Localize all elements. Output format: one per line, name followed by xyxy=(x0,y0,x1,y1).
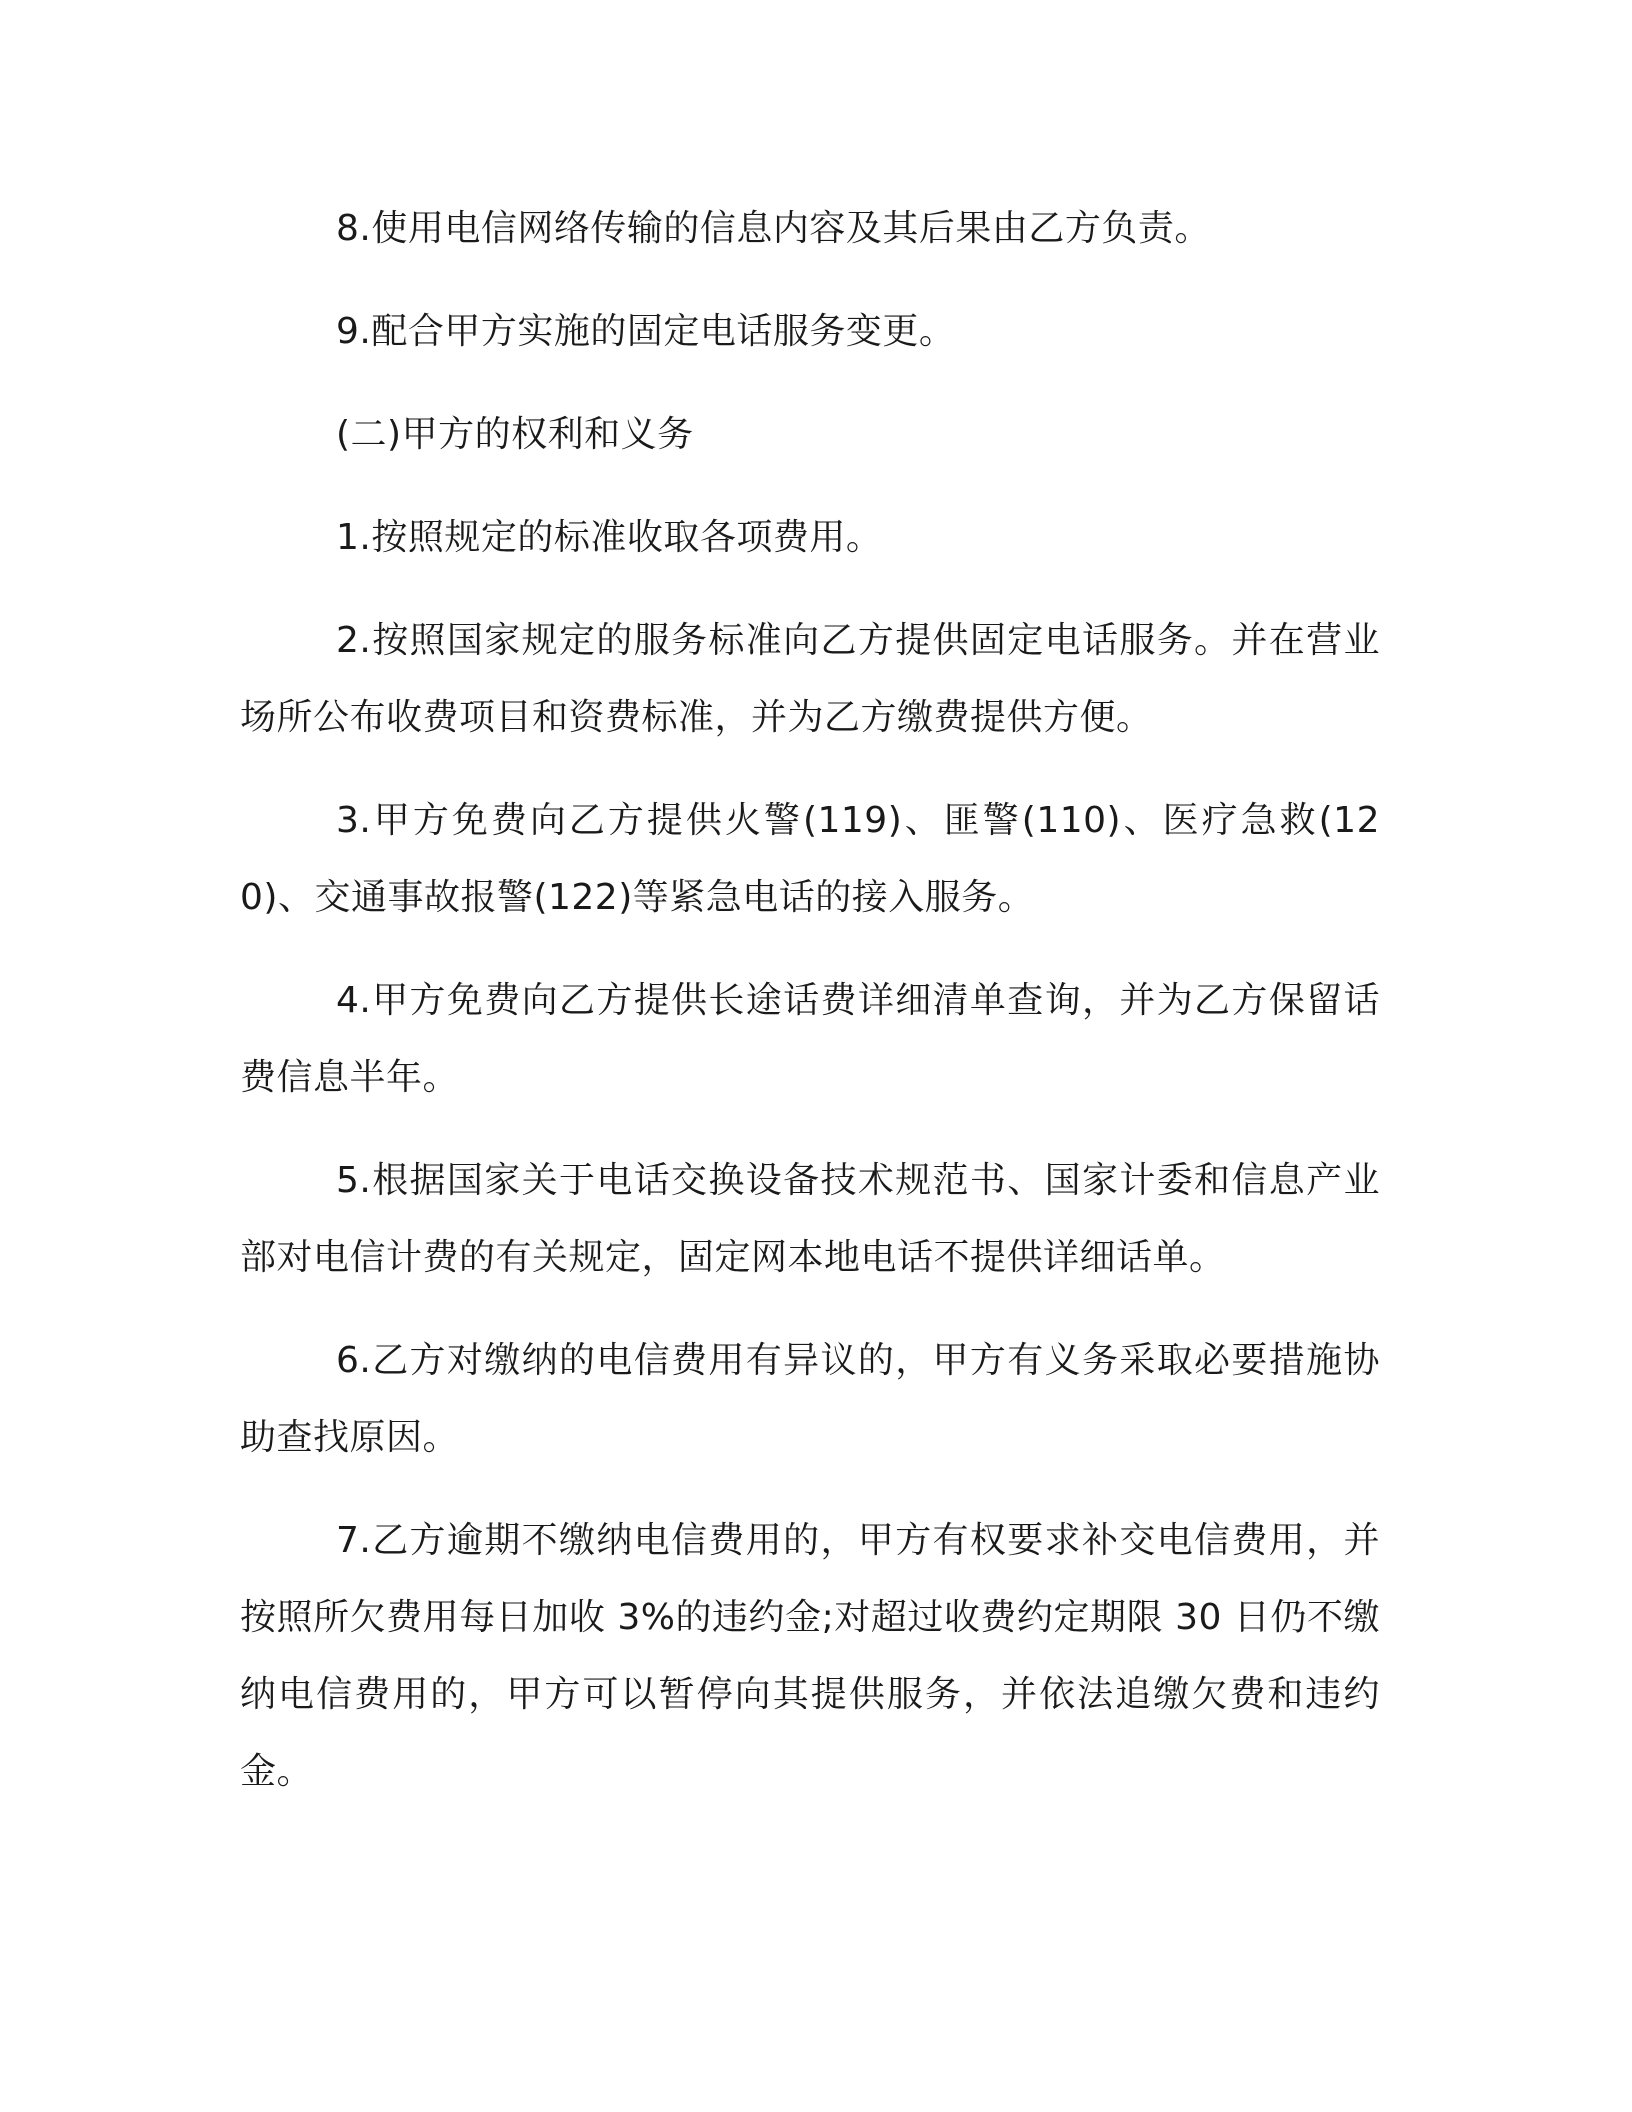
paragraph-9: 9.配合甲方实施的固定电话服务变更。 xyxy=(336,311,956,352)
paragraph-8: 8.使用电信网络传输的信息内容及其后果由乙方负责。 xyxy=(336,208,1211,249)
paragraph-a2: 2.按照国家规定的服务标准向乙方提供固定电话服务。并在营业场所公布收费项目和资费标准，并为乙方缴费提供方便。 xyxy=(240,620,1380,738)
paragraph-a6: 6.乙方对缴纳的电信费用有异议的，甲方有义务采取必要措施协助查找原因。 xyxy=(240,1340,1380,1458)
section-heading-party-a-rights: (二)甲方的权利和义务 xyxy=(336,414,694,455)
paragraph-a1: 1.按照规定的标准收取各项费用。 xyxy=(336,517,883,558)
document-body xyxy=(240,190,1380,1836)
paragraph-a3: 3.甲方免费向乙方提供火警(119)、匪警(110)、医疗急救(120)、交通事故报警(122)等紧急电话的接入服务。 xyxy=(240,800,1380,918)
paragraph-a4: 4.甲方免费向乙方提供长途话费详细清单查询，并为乙方保留话费信息半年。 xyxy=(240,980,1380,1098)
paragraph-a7: 7.乙方逾期不缴纳电信费用的，甲方有权要求补交电信费用，并按照所欠费用每日加收 3%的违约金;对超过收费约定期限 30 日仍不缴纳电信费用的，甲方可以暂停向其提供服务，并依法追缴欠费和违约金。 xyxy=(240,1520,1380,1792)
paragraph-a5: 5.根据国家关于电话交换设备技术规范书、国家计委和信息产业部对电信计费的有关规定，固定网本地电话不提供详细话单。 xyxy=(240,1160,1380,1278)
